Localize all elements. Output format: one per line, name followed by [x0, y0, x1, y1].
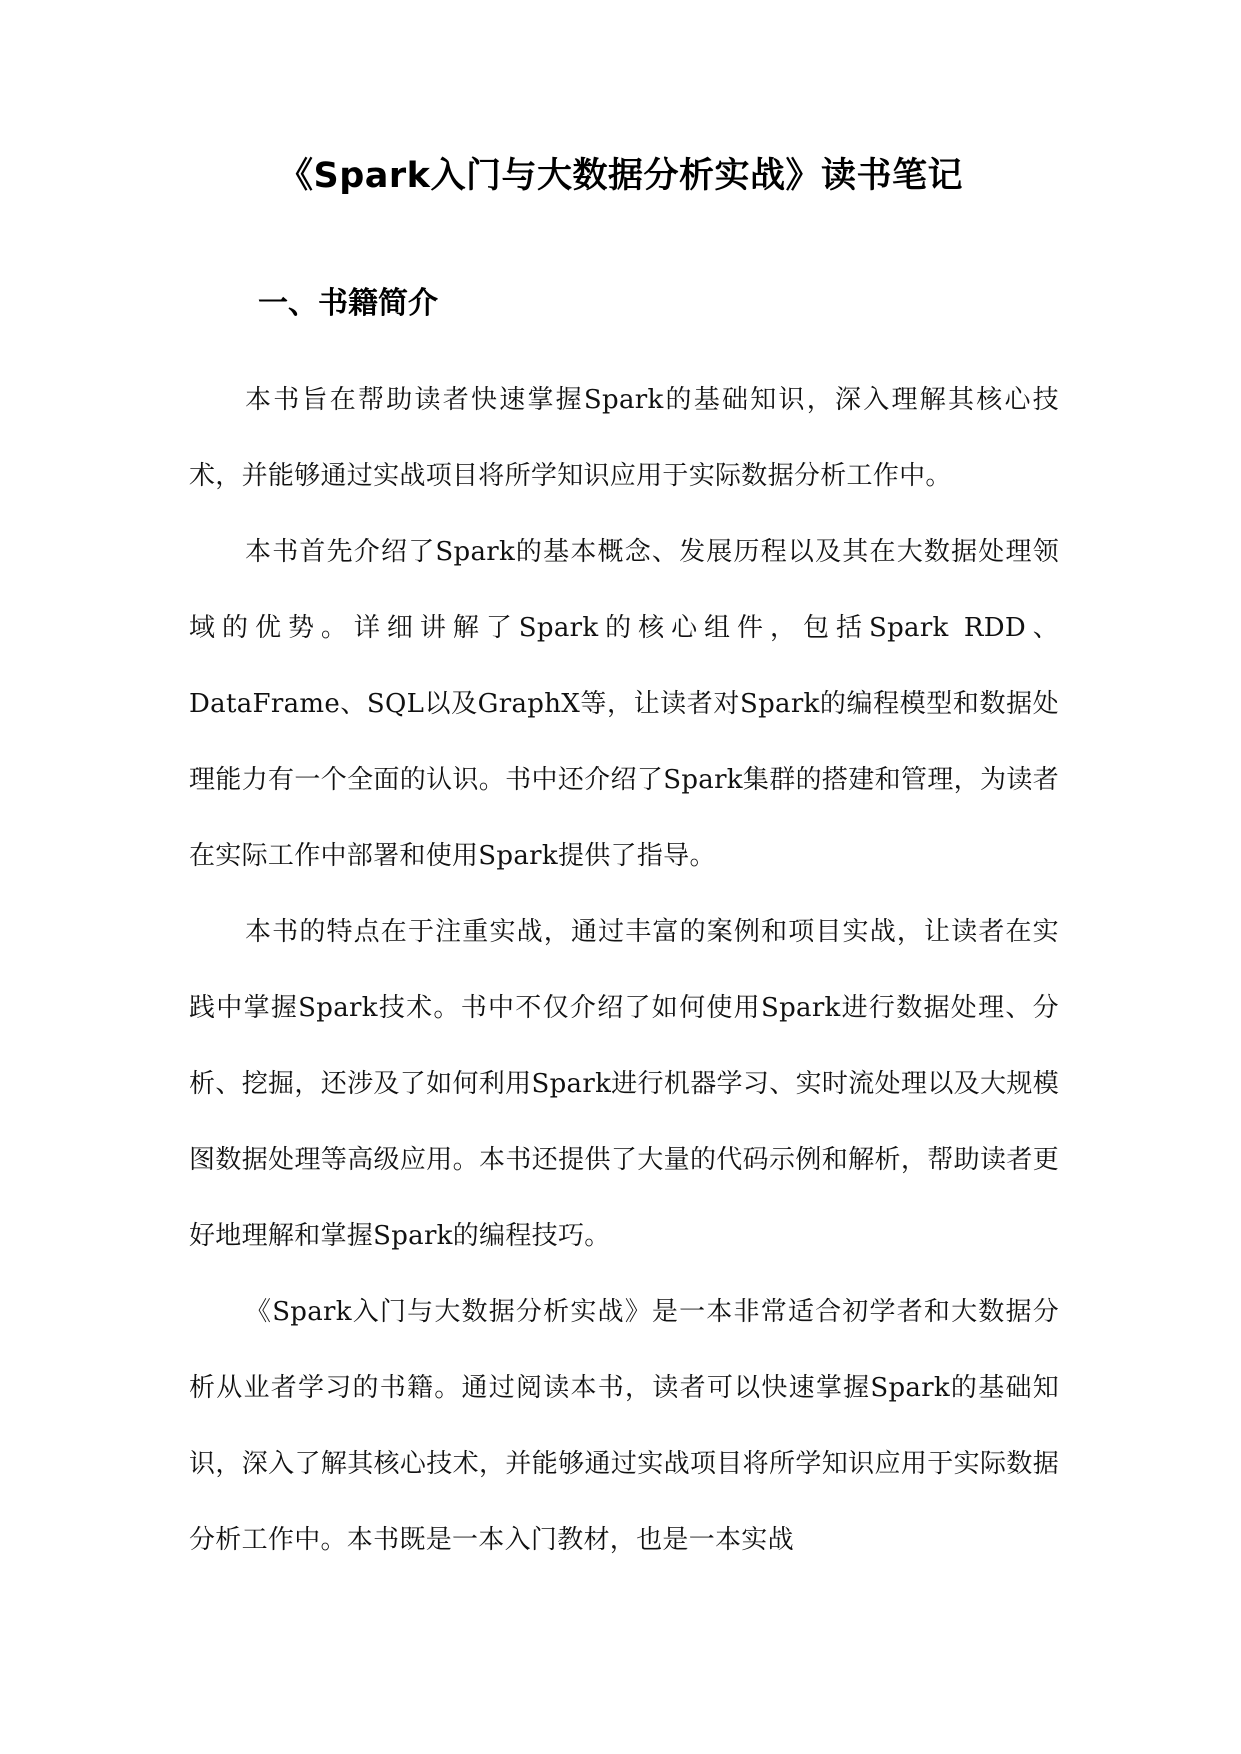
document-body — [189, 362, 1059, 1578]
paragraph-2: 本书首先介绍了Spark的基本概念、发展历程以及其在大数据处理领域的优势。详细讲解了Spark的核心组件，包括Spark RDD、DataFrame、SQL以及GraphX等，让读者对Spark的编程模型和数据处理能力有一个全面的认识。书中还介绍了Spark集群的搭建和管理，为读者在实际工作中部署和使用Spark提供了指导。 — [189, 537, 1059, 871]
paragraph-4: 《Spark入门与大数据分析实战》是一本非常适合初学者和大数据分析从业者学习的书籍。通过阅读本书，读者可以快速掌握Spark的基础知识，深入了解其核心技术，并能够通过实战项目将所学知识应用于实际数据分析工作中。本书既是一本入门教材，也是一本实战 — [189, 1297, 1059, 1555]
paragraph-3: 本书的特点在于注重实战，通过丰富的案例和项目实战，让读者在实践中掌握Spark技术。书中不仅介绍了如何使用Spark进行数据处理、分析、挖掘，还涉及了如何利用Spark进行机器学习、实时流处理以及大规模图数据处理等高级应用。本书还提供了大量的代码示例和解析，帮助读者更好地理解和掌握Spark的编程技巧。 — [189, 917, 1059, 1251]
section-heading-book-intro: 一、书籍简介 — [258, 286, 438, 321]
document-title: 《Spark入门与大数据分析实战》读书笔记 — [278, 156, 963, 196]
paragraph-1: 本书旨在帮助读者快速掌握Spark的基础知识，深入理解其核心技术，并能够通过实战项目将所学知识应用于实际数据分析工作中。 — [189, 385, 1059, 491]
